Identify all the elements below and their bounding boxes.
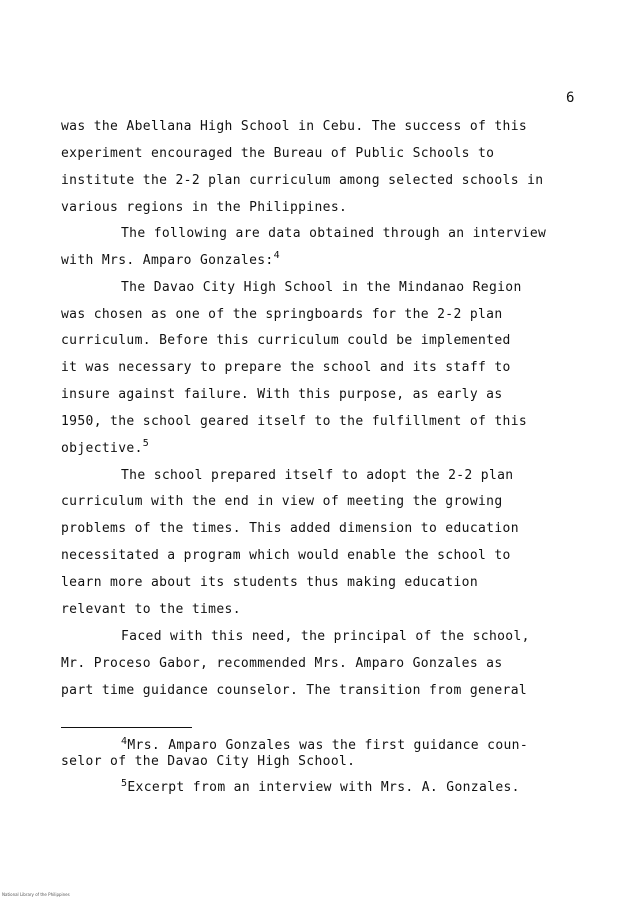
body-line: institute the 2-2 plan curriculum among selected schools in (61, 173, 544, 188)
footnote-5-text: Excerpt from an interview with Mrs. A. Gonzales. (127, 780, 520, 795)
body-line: Mr. Proceso Gabor, recommended Mrs. Amparo Gonzales as (61, 656, 503, 671)
body-line: relevant to the times. (61, 602, 241, 617)
body-line: Faced with this need, the principal of the school, (121, 629, 530, 644)
body-line: various regions in the Philippines. (61, 200, 348, 215)
footnote-4-marker: 4 (121, 736, 128, 747)
body-line: curriculum with the end in view of meeting the growing (61, 494, 503, 509)
body-line: problems of the times. This added dimension to education (61, 521, 519, 536)
body-line-with-note (61, 438, 150, 456)
footnote-4-continued: selor of the Davao City High School. (61, 754, 356, 769)
footnote-5-marker: 5 (121, 778, 128, 789)
footnote-separator (61, 727, 192, 728)
body-line-text: objective. (61, 441, 143, 456)
footnote-4-text: Mrs. Amparo Gonzales was the first guidance coun- (127, 738, 529, 753)
body-line: was the Abellana High School in Cebu. The success of this (61, 119, 528, 134)
footnote-4 (121, 738, 528, 753)
body-line: insure against failure. With this purpose, as early as (61, 387, 503, 402)
body-line-text: with Mrs. Amparo Gonzales: (61, 253, 274, 268)
body-line-with-note (61, 250, 280, 268)
library-stamp: National Library of the Philippines (2, 892, 70, 897)
body-line: necessitated a program which would enable the school to (61, 548, 511, 563)
footnote-5 (121, 780, 520, 795)
footnote-reference-4: 4 (273, 250, 280, 261)
page-number: 6 (566, 90, 575, 106)
footnote-reference-5: 5 (142, 438, 150, 449)
body-line: learn more about its students thus making education (61, 575, 479, 590)
body-line: The Davao City High School in the Mindanao Region (121, 280, 522, 295)
body-line: it was necessary to prepare the school and its staff to (61, 360, 511, 375)
body-line: The following are data obtained through an interview (121, 226, 547, 241)
body-line: 1950, the school geared itself to the fulfillment of this (61, 414, 528, 429)
body-line: was chosen as one of the springboards for the 2-2 plan (61, 307, 503, 322)
body-line: part time guidance counselor. The transition from general (61, 683, 528, 698)
body-line: experiment encouraged the Bureau of Public Schools to (61, 146, 495, 161)
body-line: The school prepared itself to adopt the 2-2 plan (121, 468, 514, 483)
body-line: curriculum. Before this curriculum could be implemented (61, 333, 511, 348)
